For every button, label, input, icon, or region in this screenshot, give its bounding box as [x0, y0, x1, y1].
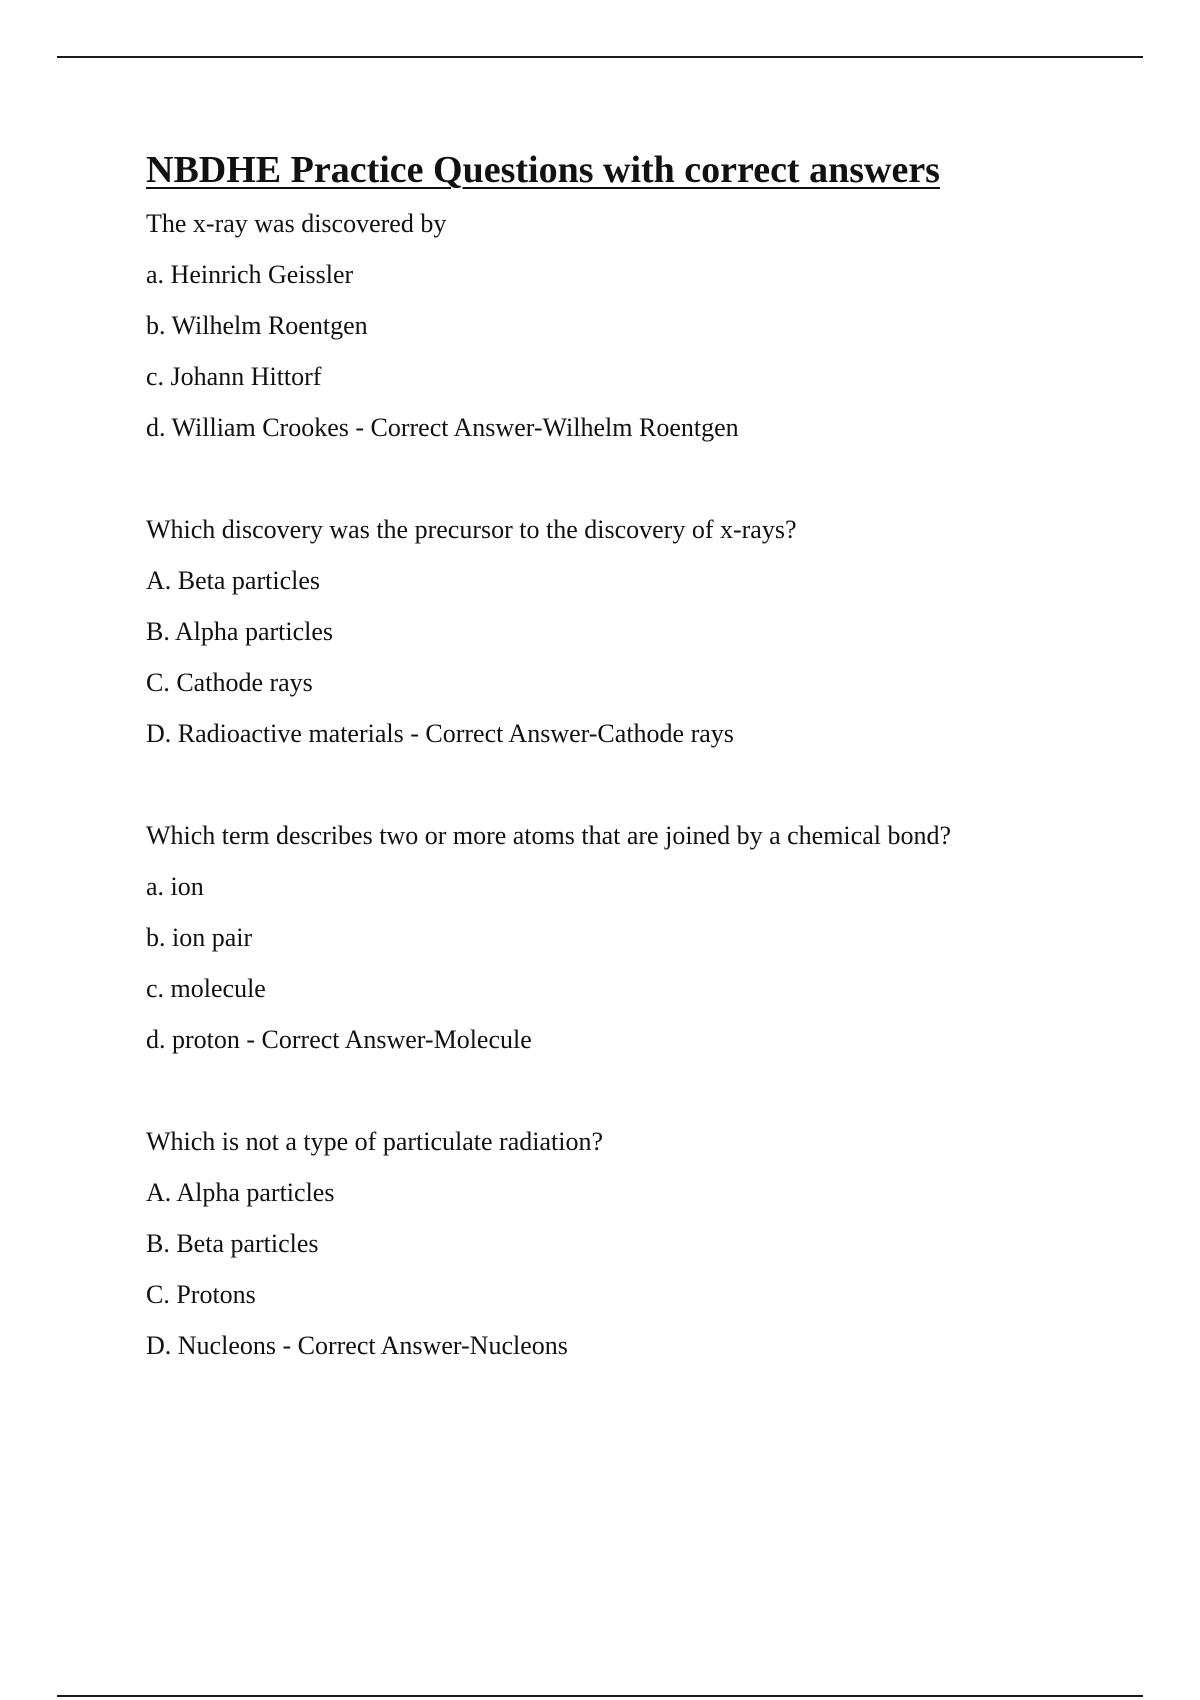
answer-option: B. Alpha particles	[146, 617, 334, 646]
question-prompt: Which discovery was the precursor to the discovery of x-rays?	[146, 515, 797, 544]
question-block	[146, 1116, 1086, 1371]
answer-option: C. Cathode rays	[146, 668, 313, 697]
answer-option-with-correct-answer: d. proton - Correct Answer-Molecule	[146, 1025, 532, 1054]
answer-option-with-correct-answer: D. Nucleons - Correct Answer-Nucleons	[146, 1331, 568, 1360]
answer-option-with-correct-answer: d. William Crookes - Correct Answer-Wilhelm Roentgen	[146, 413, 739, 442]
answer-option: C. Protons	[146, 1280, 256, 1309]
answer-option: c. molecule	[146, 974, 266, 1003]
answer-option: A. Beta particles	[146, 566, 320, 595]
answer-option: b. ion pair	[146, 923, 253, 952]
page-title: NBDHE Practice Questions with correct answers	[146, 149, 940, 191]
question-prompt: The x-ray was discovered by	[146, 209, 447, 238]
document-body	[146, 142, 1086, 1371]
question-block	[146, 198, 1086, 453]
answer-option: c. Johann Hittorf	[146, 362, 322, 391]
page-header-rule	[57, 56, 1143, 58]
question-prompt: Which is not a type of particulate radiation?	[146, 1127, 603, 1156]
answer-option-with-correct-answer: D. Radioactive materials - Correct Answer-Cathode rays	[146, 719, 734, 748]
answer-option: b. Wilhelm Roentgen	[146, 311, 368, 340]
answer-option: a. ion	[146, 872, 204, 901]
question-prompt: Which term describes two or more atoms that are joined by a chemical bond?	[146, 821, 951, 850]
question-block	[146, 504, 1086, 759]
answer-option: A. Alpha particles	[146, 1178, 335, 1207]
answer-option: a. Heinrich Geissler	[146, 260, 354, 289]
answer-option: B. Beta particles	[146, 1229, 319, 1258]
question-block	[146, 810, 1086, 1065]
page-footer-rule	[57, 1695, 1143, 1697]
